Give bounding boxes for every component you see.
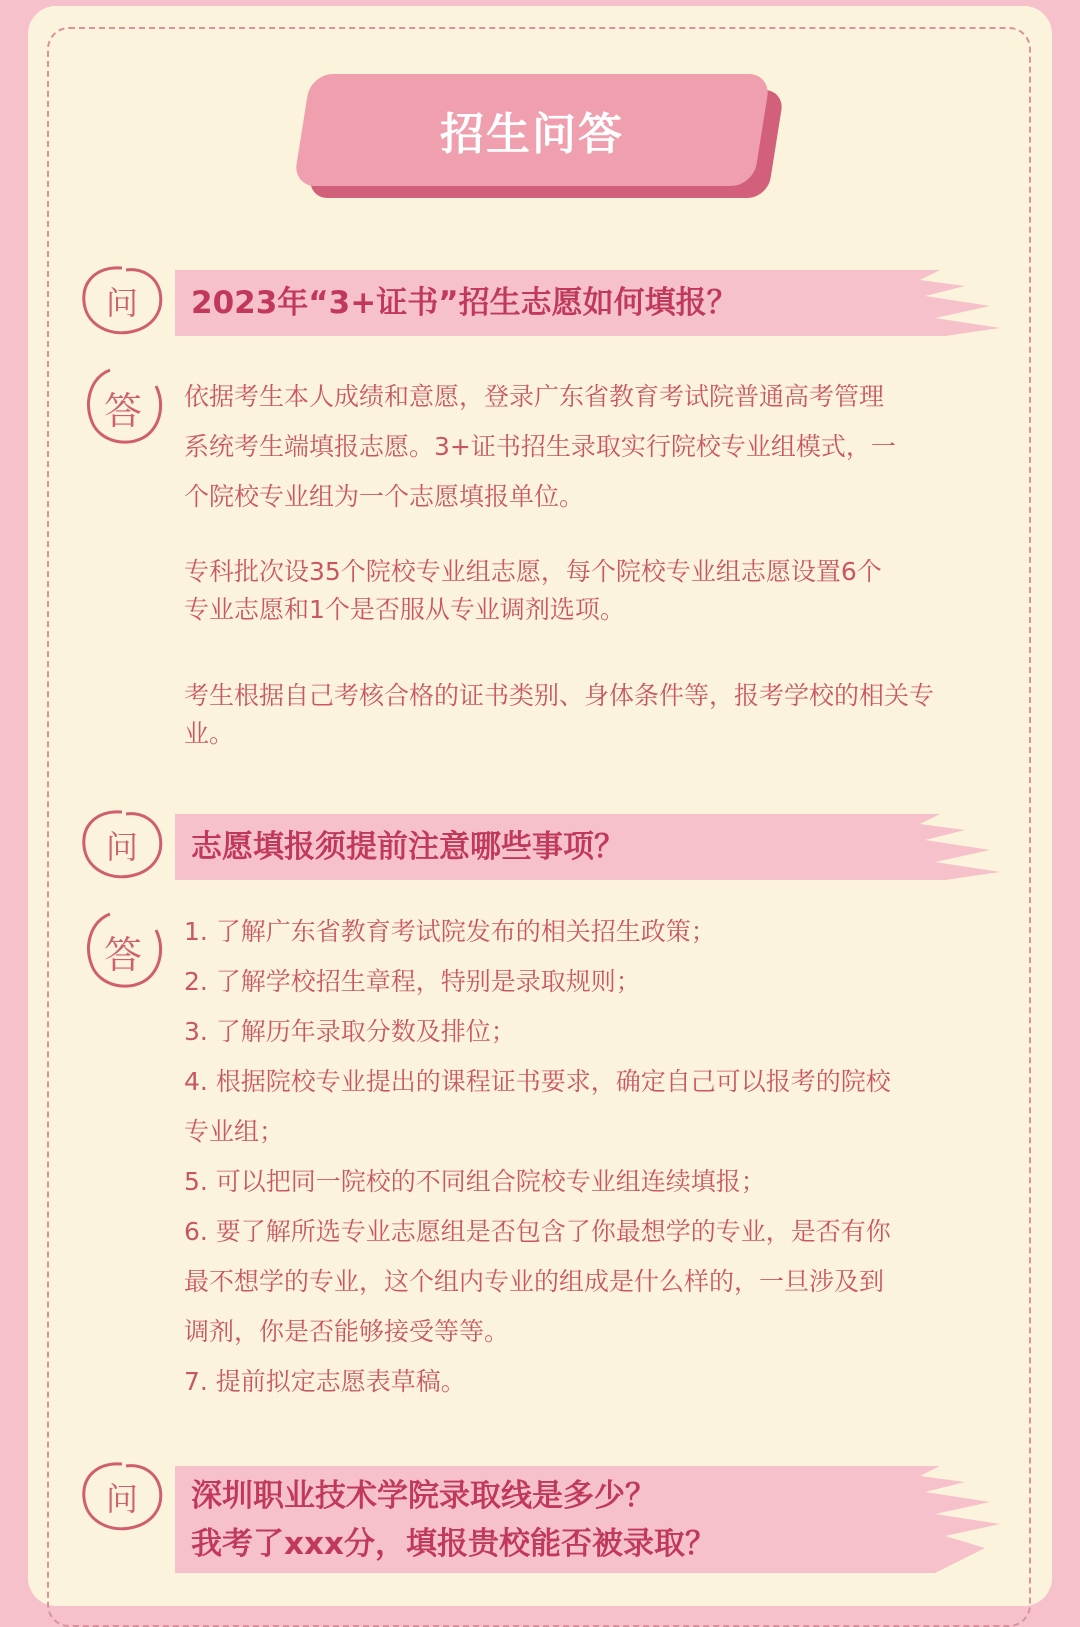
list-item: 专业组； [184, 1117, 285, 1146]
list-item: 7. 提前拟定志愿表草稿。 [184, 1367, 466, 1396]
question-bar [175, 814, 1000, 880]
answer-mark: 答 [103, 933, 142, 977]
list-item: 调剂，你是否能够接受等等。 [184, 1317, 510, 1346]
answer-1-line-4: 专科批次设35个院校专业组志愿，每个院校专业组志愿设置6个 [184, 557, 882, 586]
question-badge-icon [76, 806, 168, 884]
list-item: 1. 了解广东省教育考试院发布的相关招生政策； [184, 917, 716, 946]
question-1-text: 2023年“3+证书”招生志愿如何填报？ [191, 285, 738, 321]
list-item: 6. 要了解所选专业志愿组是否包含了你最想学的专业，是否有你 [184, 1217, 891, 1246]
question-mark: 问 [105, 1480, 138, 1518]
question-badge-icon [76, 1458, 168, 1536]
question-2-text: 志愿填报须提前注意哪些事项？ [191, 829, 625, 865]
answer-1-line-7: 业。 [184, 719, 235, 748]
question-bar [175, 1466, 1000, 1573]
question-1 [70, 262, 1000, 342]
question-bar [175, 270, 1000, 336]
answer-1-line-2: 系统考生端填报志愿。3+证书招生录取实行院校专业组模式，一 [184, 432, 896, 461]
answer-1-line-6: 考生根据自己考核合格的证书类别、身体条件等，报考学校的相关专 [184, 681, 935, 710]
question-mark: 问 [105, 828, 138, 866]
question-2 [70, 806, 1000, 886]
list-item: 2. 了解学校招生章程，特别是录取规则； [184, 967, 641, 996]
page-title: 招生问答 [440, 109, 624, 160]
list-item: 最不想学的专业，这个组内专业的组成是什么样的，一旦涉及到 [184, 1267, 885, 1296]
question-badge-icon [76, 262, 168, 340]
answer-mark: 答 [103, 389, 142, 433]
answer-1-line-1: 依据考生本人成绩和意愿，登录广东省教育考试院普通高考管理 [184, 382, 885, 411]
list-item: 3. 了解历年录取分数及排位； [184, 1017, 516, 1046]
answer-1-line-3: 个院校专业组为一个志愿填报单位。 [184, 482, 585, 511]
answer-1-line-5: 专业志愿和1个是否服从专业调剂选项。 [184, 595, 625, 624]
answer-badge-icon [80, 906, 166, 996]
answer-badge-icon [80, 362, 166, 452]
question-3 [70, 1458, 1000, 1573]
question-3-line-1: 深圳职业技术学院录取线是多少？ [191, 1478, 656, 1514]
list-item: 5. 可以把同一院校的不同组合院校专业组连续填报； [184, 1167, 766, 1196]
question-mark: 问 [105, 284, 138, 322]
title-banner [302, 74, 782, 202]
question-3-line-2: 我考了xxx分，填报贵校能否被录取？ [191, 1526, 716, 1562]
list-item: 4. 根据院校专业提出的课程证书要求，确定自己可以报考的院校 [184, 1067, 891, 1096]
